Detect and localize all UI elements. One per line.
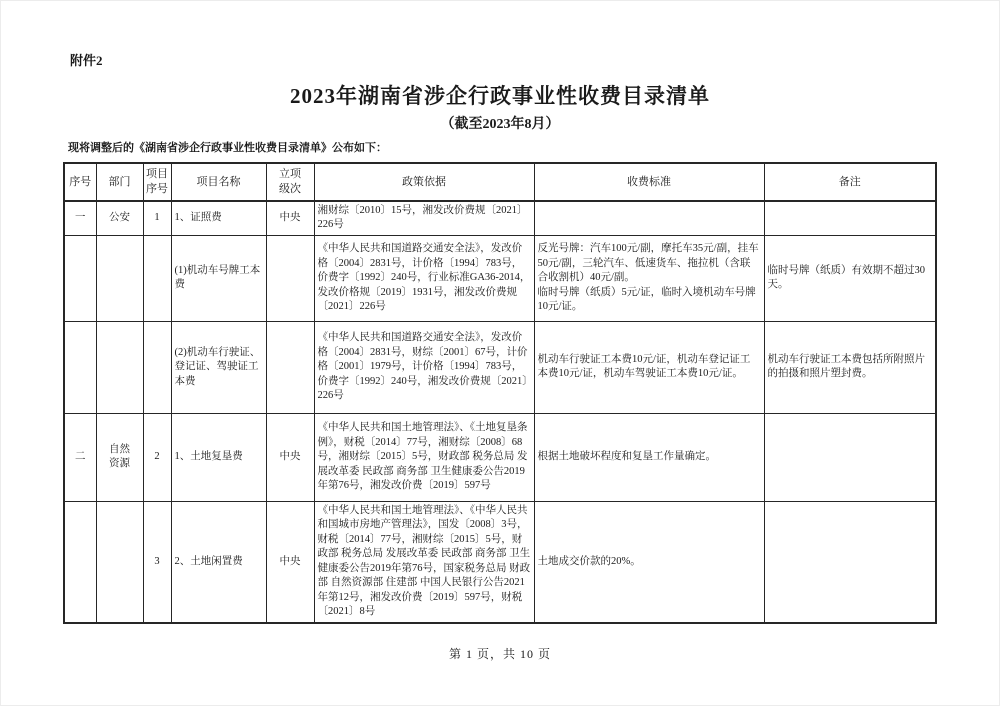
col-header-item-name: 项目名称	[171, 163, 266, 201]
fee-table	[63, 162, 937, 624]
table-row	[64, 501, 936, 622]
cell-fee-standard	[534, 201, 764, 235]
cell-seq	[64, 501, 96, 622]
cell-remarks: 临时号牌（纸质）有效期不超过30天。	[764, 235, 936, 321]
cell-fee-standard: 机动车行驶证工本费10元/证，机动车登记证工本费10元/证，机动车驾驶证工本费10元/证。	[534, 321, 764, 413]
col-header-remarks: 备注	[764, 163, 936, 201]
cell-seq: 二	[64, 413, 96, 501]
cell-fee-standard: 反光号牌：汽车100元/副，摩托车35元/副，挂车50元/副，三轮汽车、低速货车、拖拉机（含联合收割机）40元/副。 临时号牌（纸质）5元/证，临时入境机动车号牌10元/证。	[534, 235, 764, 321]
cell-item-no: 3	[143, 501, 171, 622]
cell-policy-basis: 《中华人民共和国土地管理法》、《土地复垦条例》，财税〔2014〕77号，湘财综〔2008〕68号，湘财综〔2015〕5号，财政部 税务总局 发展改革委 民政部 商务部 卫生健康委公告2019年第76号，湘发改价费〔2019〕597号	[314, 413, 534, 501]
cell-policy-basis: 《中华人民共和国道路交通安全法》，发改价格〔2004〕2831号，计价格〔1994〕783号，价费字〔1992〕240号，行业标准GA36-2014，发改价格规〔2019〕1931号，湘发改价费规〔2021〕226号	[314, 235, 534, 321]
cell-policy-basis: 《中华人民共和国土地管理法》、《中华人民共和国城市房地产管理法》，国发〔2008〕3号，财税〔2014〕77号，湘财综〔2015〕5号，财政部 税务总局 发展改革委 民政部 商务部 卫生健康委公告2019年第76号，国家税务总局 财政部 自然资源部 住建部 中国人民银行公告2021年第12号，湘发改价费〔2019〕597号，财税〔2021〕8号	[314, 501, 534, 622]
cell-policy-basis: 《中华人民共和国道路交通安全法》，发改价格〔2004〕2831号，财综〔2001〕67号，计价格〔2001〕1979号，计价格〔1994〕783号，价费字〔1992〕240号，湘发改价费规〔2021〕226号	[314, 321, 534, 413]
table-row	[64, 413, 936, 501]
cell-seq	[64, 235, 96, 321]
cell-seq: 一	[64, 201, 96, 235]
col-header-fee-standard: 收费标准	[534, 163, 764, 201]
cell-department: 自然 资源	[96, 413, 143, 501]
cell-item-no: 1	[143, 201, 171, 235]
cell-item-no: 2	[143, 413, 171, 501]
cell-department: 公安	[96, 201, 143, 235]
cell-item-name: 1、证照费	[171, 201, 266, 235]
col-header-policy-basis: 政策依据	[314, 163, 534, 201]
col-header-item-no: 项目 序号	[143, 163, 171, 201]
cell-item-no	[143, 235, 171, 321]
table-row	[64, 321, 936, 413]
attachment-label: 附件2	[70, 53, 103, 68]
cell-item-name: (1)机动车号牌工本费	[171, 235, 266, 321]
col-header-department: 部门	[96, 163, 143, 201]
cell-level: 中央	[266, 413, 314, 501]
cell-item-name: (2)机动车行驶证、登记证、驾驶证工本费	[171, 321, 266, 413]
cell-level: 中央	[266, 501, 314, 622]
cell-remarks	[764, 501, 936, 622]
col-header-seq: 序号	[64, 163, 96, 201]
document-title: 2023年湖南省涉企行政事业性收费目录清单	[290, 84, 710, 108]
col-header-level: 立项 级次	[266, 163, 314, 201]
cell-fee-standard: 土地成交价款的20%。	[534, 501, 764, 622]
cell-department	[96, 235, 143, 321]
cell-remarks: 机动车行驶证工本费包括所附照片的拍摄和照片塑封费。	[764, 321, 936, 413]
header-row	[64, 163, 936, 201]
cell-item-no	[143, 321, 171, 413]
cell-policy-basis: 湘财综〔2010〕15号，湘发改价费规〔2021〕226号	[314, 201, 534, 235]
cell-level: 中央	[266, 201, 314, 235]
cell-item-name: 1、土地复垦费	[171, 413, 266, 501]
document-subtitle: （截至2023年8月）	[440, 117, 560, 132]
cell-remarks	[764, 201, 936, 235]
table-row	[64, 235, 936, 321]
cell-remarks	[764, 413, 936, 501]
intro-text: 现将调整后的《湖南省涉企行政事业性收费目录清单》公布如下：	[68, 142, 387, 154]
cell-item-name: 2、土地闲置费	[171, 501, 266, 622]
cell-level	[266, 235, 314, 321]
cell-level	[266, 321, 314, 413]
page-number: 第 1 页，共 10 页	[448, 647, 551, 661]
cell-department	[96, 501, 143, 622]
cell-fee-standard: 根据土地破坏程度和复垦工作量确定。	[534, 413, 764, 501]
table-row	[64, 201, 936, 235]
cell-department	[96, 321, 143, 413]
cell-seq	[64, 321, 96, 413]
